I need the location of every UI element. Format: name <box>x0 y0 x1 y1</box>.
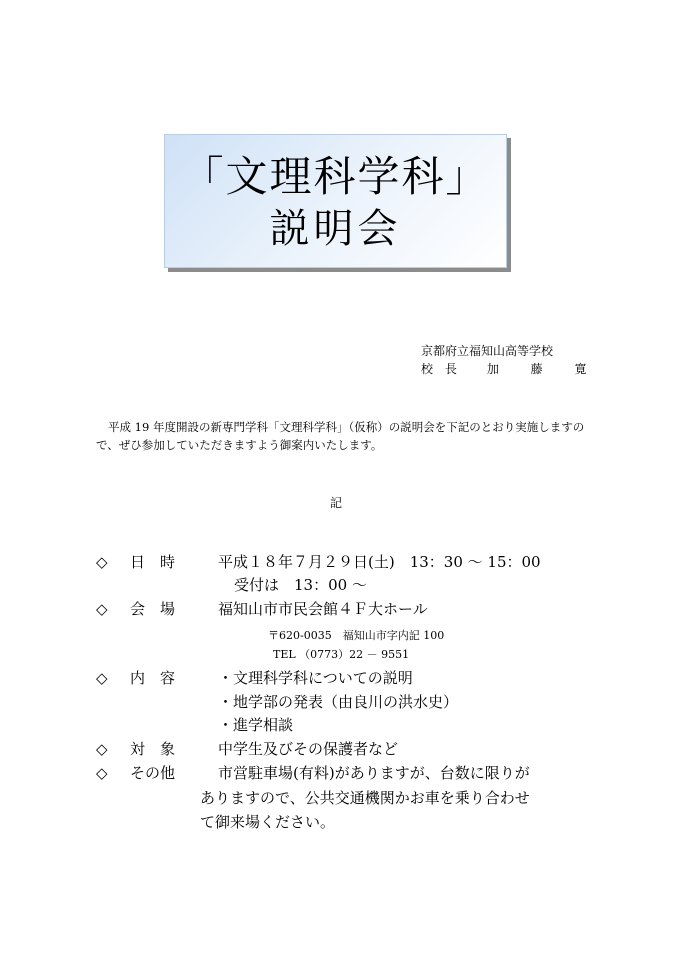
venue-label: 会 場 <box>130 600 176 618</box>
other-line: ありますので、公共交通機関かお車を乗り合わせ <box>200 789 530 807</box>
venue-address: 〒620-0035 福知山市字内記 100 <box>268 629 445 642</box>
venue-value: 福知山市市民会館４Ｆ大ホール <box>218 600 428 618</box>
other-line: て御来場ください。 <box>200 813 336 831</box>
diamond-marker: ◇ <box>96 553 108 571</box>
venue-tel: TEL （0773）22 － 9551 <box>273 648 410 661</box>
principal-title: 校 長 <box>421 362 461 376</box>
target-label: 対 象 <box>130 740 176 758</box>
content-label: 内 容 <box>130 669 176 687</box>
content-item: ・地学部の発表（由良川の洪水史） <box>218 693 459 711</box>
ki-heading: 記 <box>330 496 343 510</box>
title-line-2: 説明会 <box>269 206 402 252</box>
reception-time: 受付は 13：00 〜 <box>234 576 367 594</box>
content-item: ・進学相談 <box>218 716 294 734</box>
diamond-marker: ◇ <box>96 740 108 758</box>
title-box <box>164 134 507 268</box>
date-value: 平成１８年７月２９日(土) 13：30 〜 15：00 <box>218 553 541 571</box>
intro-paragraph: 平成 19 年度開設の新専門学科「文理科学科」（仮称）の説明会を下記のとおり実施しますので、ぜひ参加していただきますよう御案内いたします。 <box>96 420 585 452</box>
principal <box>421 361 600 377</box>
title-line-1: 「文理科学科」 <box>181 152 490 201</box>
school-name: 京都府立福知山高等学校 <box>421 344 554 358</box>
diamond-marker: ◇ <box>96 669 108 687</box>
diamond-marker: ◇ <box>96 764 108 782</box>
other-line: 市営駐車場(有料)がありますが、台数に限りが <box>218 764 530 782</box>
principal-name: 加 藤 寛 <box>486 362 601 376</box>
date-label: 日 時 <box>130 553 176 571</box>
diamond-marker: ◇ <box>96 600 108 618</box>
other-label: その他 <box>130 764 176 782</box>
content-item: ・文理科学科についての説明 <box>218 669 413 687</box>
target-value: 中学生及びその保護者など <box>218 740 399 758</box>
